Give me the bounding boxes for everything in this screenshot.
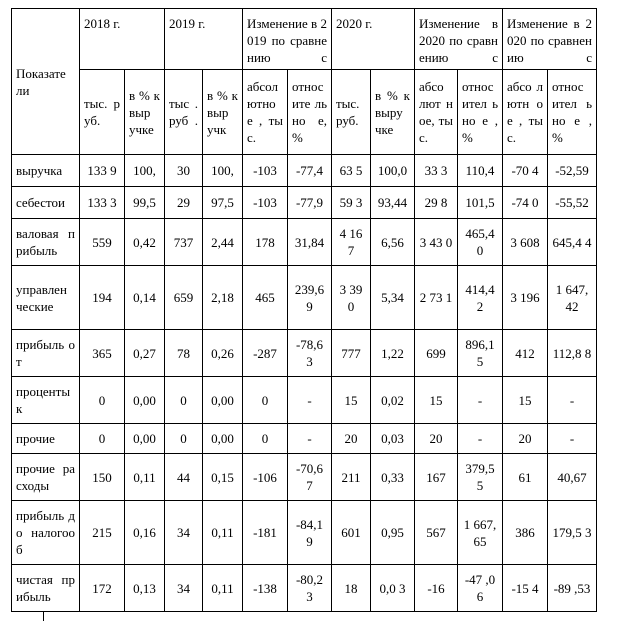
table-cell: 0,0 3: [371, 565, 415, 612]
table-cell: 0,00: [203, 377, 243, 424]
table-cell: 567: [415, 501, 458, 565]
table-cell: 0,27: [125, 330, 165, 377]
table-cell: -: [458, 424, 503, 454]
table-cell: 133 9: [80, 155, 125, 187]
unit-header: абсол ютно е , тыс.: [243, 70, 288, 155]
table-cell: 179,5 3: [548, 501, 597, 565]
table-cell: 112,8 8: [548, 330, 597, 377]
table-cell: 6,56: [371, 219, 415, 266]
table-cell: 34: [165, 565, 203, 612]
table-cell: -287: [243, 330, 288, 377]
table-cell: 150: [80, 454, 125, 501]
table-cell: -103: [243, 155, 288, 187]
table-cell: 34: [165, 501, 203, 565]
table-cell: 412: [503, 330, 548, 377]
table-cell: 0,13: [125, 565, 165, 612]
table-cell: 0,15: [203, 454, 243, 501]
row-label: управлен ческие: [12, 266, 80, 330]
table-cell: -77,4: [288, 155, 332, 187]
table-cell: -16: [415, 565, 458, 612]
table-cell: 29: [165, 187, 203, 219]
table-cell: -47 ,06: [458, 565, 503, 612]
table-row: [12, 155, 597, 187]
table-cell: -80,2 3: [288, 565, 332, 612]
table-cell: 194: [80, 266, 125, 330]
table-cell: 379,5 5: [458, 454, 503, 501]
change-2020-a-header: Изменение в 2020 по сравнению с: [415, 9, 503, 70]
table-cell: 29 8: [415, 187, 458, 219]
table-cell: 0,33: [371, 454, 415, 501]
table-cell: -15 4: [503, 565, 548, 612]
table-cell: -77,9: [288, 187, 332, 219]
table-cell: 20: [503, 424, 548, 454]
table-row: [12, 330, 597, 377]
table-cell: 896,1 5: [458, 330, 503, 377]
table-row: [12, 565, 597, 612]
table-cell: -55,52: [548, 187, 597, 219]
table-cell: 0,00: [125, 377, 165, 424]
table-cell: 0,14: [125, 266, 165, 330]
table-cell: 0,02: [371, 377, 415, 424]
table-cell: 133 3: [80, 187, 125, 219]
table-cell: 100,: [125, 155, 165, 187]
row-label: прочие: [12, 424, 80, 454]
table-row: [12, 187, 597, 219]
financial-results-table: [11, 8, 597, 612]
table-cell: 3 196: [503, 266, 548, 330]
table-row: [12, 219, 597, 266]
page-edge-mark: [43, 611, 44, 621]
table-cell: 3 43 0: [415, 219, 458, 266]
row-label: валовая прибыль: [12, 219, 80, 266]
table-cell: -89 ,53: [548, 565, 597, 612]
table-cell: 2 73 1: [415, 266, 458, 330]
row-label: себестои: [12, 187, 80, 219]
table-cell: 0,11: [203, 501, 243, 565]
change-2019-header: Изменение в 2019 по сравнению с: [243, 9, 332, 70]
table-cell: 777: [332, 330, 371, 377]
table-row: [12, 424, 597, 454]
row-label: чистая прибыль: [12, 565, 80, 612]
change-2020-b-header: Изменение в 2020 по сравнению с: [503, 9, 597, 70]
table-cell: 178: [243, 219, 288, 266]
table-row: [12, 377, 597, 424]
table-cell: -103: [243, 187, 288, 219]
table-cell: 3 608: [503, 219, 548, 266]
table-cell: 97,5: [203, 187, 243, 219]
table-cell: 1 647, 42: [548, 266, 597, 330]
year-2019-header: 2019 г.: [165, 9, 243, 70]
table-cell: 15: [503, 377, 548, 424]
table-cell: 215: [80, 501, 125, 565]
table-cell: -106: [243, 454, 288, 501]
table-cell: 0: [165, 424, 203, 454]
table-cell: -181: [243, 501, 288, 565]
row-label: прибыль до налогооб: [12, 501, 80, 565]
table-cell: 33 3: [415, 155, 458, 187]
table-cell: 239,6 9: [288, 266, 332, 330]
table-cell: 365: [80, 330, 125, 377]
table-cell: 2,18: [203, 266, 243, 330]
table-cell: -52,59: [548, 155, 597, 187]
table-cell: 0,26: [203, 330, 243, 377]
table-cell: -84,1 9: [288, 501, 332, 565]
table-cell: 15: [332, 377, 371, 424]
table-cell: 601: [332, 501, 371, 565]
table-cell: 99,5: [125, 187, 165, 219]
table-row: [12, 454, 597, 501]
table-cell: 0,11: [125, 454, 165, 501]
table-cell: -: [288, 424, 332, 454]
row-label: прочие расходы: [12, 454, 80, 501]
table-cell: 110,4: [458, 155, 503, 187]
table-cell: 18: [332, 565, 371, 612]
table-cell: -70,6 7: [288, 454, 332, 501]
table-cell: -: [458, 377, 503, 424]
table-cell: -78,6 3: [288, 330, 332, 377]
table-cell: 61: [503, 454, 548, 501]
table-cell: 2,44: [203, 219, 243, 266]
table-cell: 1 667, 65: [458, 501, 503, 565]
row-label: проценты к: [12, 377, 80, 424]
table-cell: -: [288, 377, 332, 424]
year-2020-header: 2020 г.: [332, 9, 415, 70]
table-row: [12, 266, 597, 330]
unit-header: в % к выру чке: [371, 70, 415, 155]
table-cell: 0,42: [125, 219, 165, 266]
table-cell: 59 3: [332, 187, 371, 219]
table-cell: 30: [165, 155, 203, 187]
table-cell: 699: [415, 330, 458, 377]
table-cell: 0: [243, 377, 288, 424]
table-row: [12, 501, 597, 565]
unit-header: в % к выр учке: [125, 70, 165, 155]
unit-header: относ ите льно е, %: [288, 70, 332, 155]
table-cell: -: [548, 424, 597, 454]
table-cell: 0: [165, 377, 203, 424]
table-cell: 44: [165, 454, 203, 501]
unit-header: тыс. руб.: [332, 70, 371, 155]
table-cell: 0,00: [125, 424, 165, 454]
table-cell: 414,4 2: [458, 266, 503, 330]
table-cell: -74 0: [503, 187, 548, 219]
table-cell: 20: [415, 424, 458, 454]
table-cell: 0: [243, 424, 288, 454]
table-cell: -: [548, 377, 597, 424]
table-cell: 101,5: [458, 187, 503, 219]
table-cell: 100,0: [371, 155, 415, 187]
indicator-header: Показате ли: [12, 9, 80, 155]
table-cell: 645,4 4: [548, 219, 597, 266]
unit-header: тыс . руб .: [165, 70, 203, 155]
table-cell: 0,03: [371, 424, 415, 454]
table-cell: 167: [415, 454, 458, 501]
table-cell: 737: [165, 219, 203, 266]
table-cell: 5,34: [371, 266, 415, 330]
table-cell: 78: [165, 330, 203, 377]
row-label: прибыль о т: [12, 330, 80, 377]
table-cell: 20: [332, 424, 371, 454]
unit-header: относ ител ьно е , %: [548, 70, 597, 155]
year-2018-header: 2018 г.: [80, 9, 165, 70]
table-cell: 465: [243, 266, 288, 330]
unit-header: тыс. руб.: [80, 70, 125, 155]
table-cell: 15: [415, 377, 458, 424]
unit-header: относ ител ьно е , %: [458, 70, 503, 155]
table-cell: 386: [503, 501, 548, 565]
table-cell: 40,67: [548, 454, 597, 501]
unit-header: абсо лютн о е , тыс.: [503, 70, 548, 155]
table-cell: -138: [243, 565, 288, 612]
table-cell: 100,: [203, 155, 243, 187]
table-cell: 0,11: [203, 565, 243, 612]
table-cell: 659: [165, 266, 203, 330]
table-cell: 0,00: [203, 424, 243, 454]
table-cell: 4 16 7: [332, 219, 371, 266]
table-cell: 0,95: [371, 501, 415, 565]
table-cell: 559: [80, 219, 125, 266]
table-cell: -70 4: [503, 155, 548, 187]
table-cell: 3 39 0: [332, 266, 371, 330]
table-cell: 93,44: [371, 187, 415, 219]
table-cell: 465,4 0: [458, 219, 503, 266]
table-cell: 172: [80, 565, 125, 612]
table-cell: 63 5: [332, 155, 371, 187]
table-cell: 0: [80, 377, 125, 424]
table-cell: 31,84: [288, 219, 332, 266]
table-cell: 1,22: [371, 330, 415, 377]
table-cell: 0: [80, 424, 125, 454]
row-label: выручка: [12, 155, 80, 187]
table-cell: 211: [332, 454, 371, 501]
unit-header: в % к выр учк: [203, 70, 243, 155]
table-cell: 0,16: [125, 501, 165, 565]
unit-header: абсо лют ное, тыс.: [415, 70, 458, 155]
